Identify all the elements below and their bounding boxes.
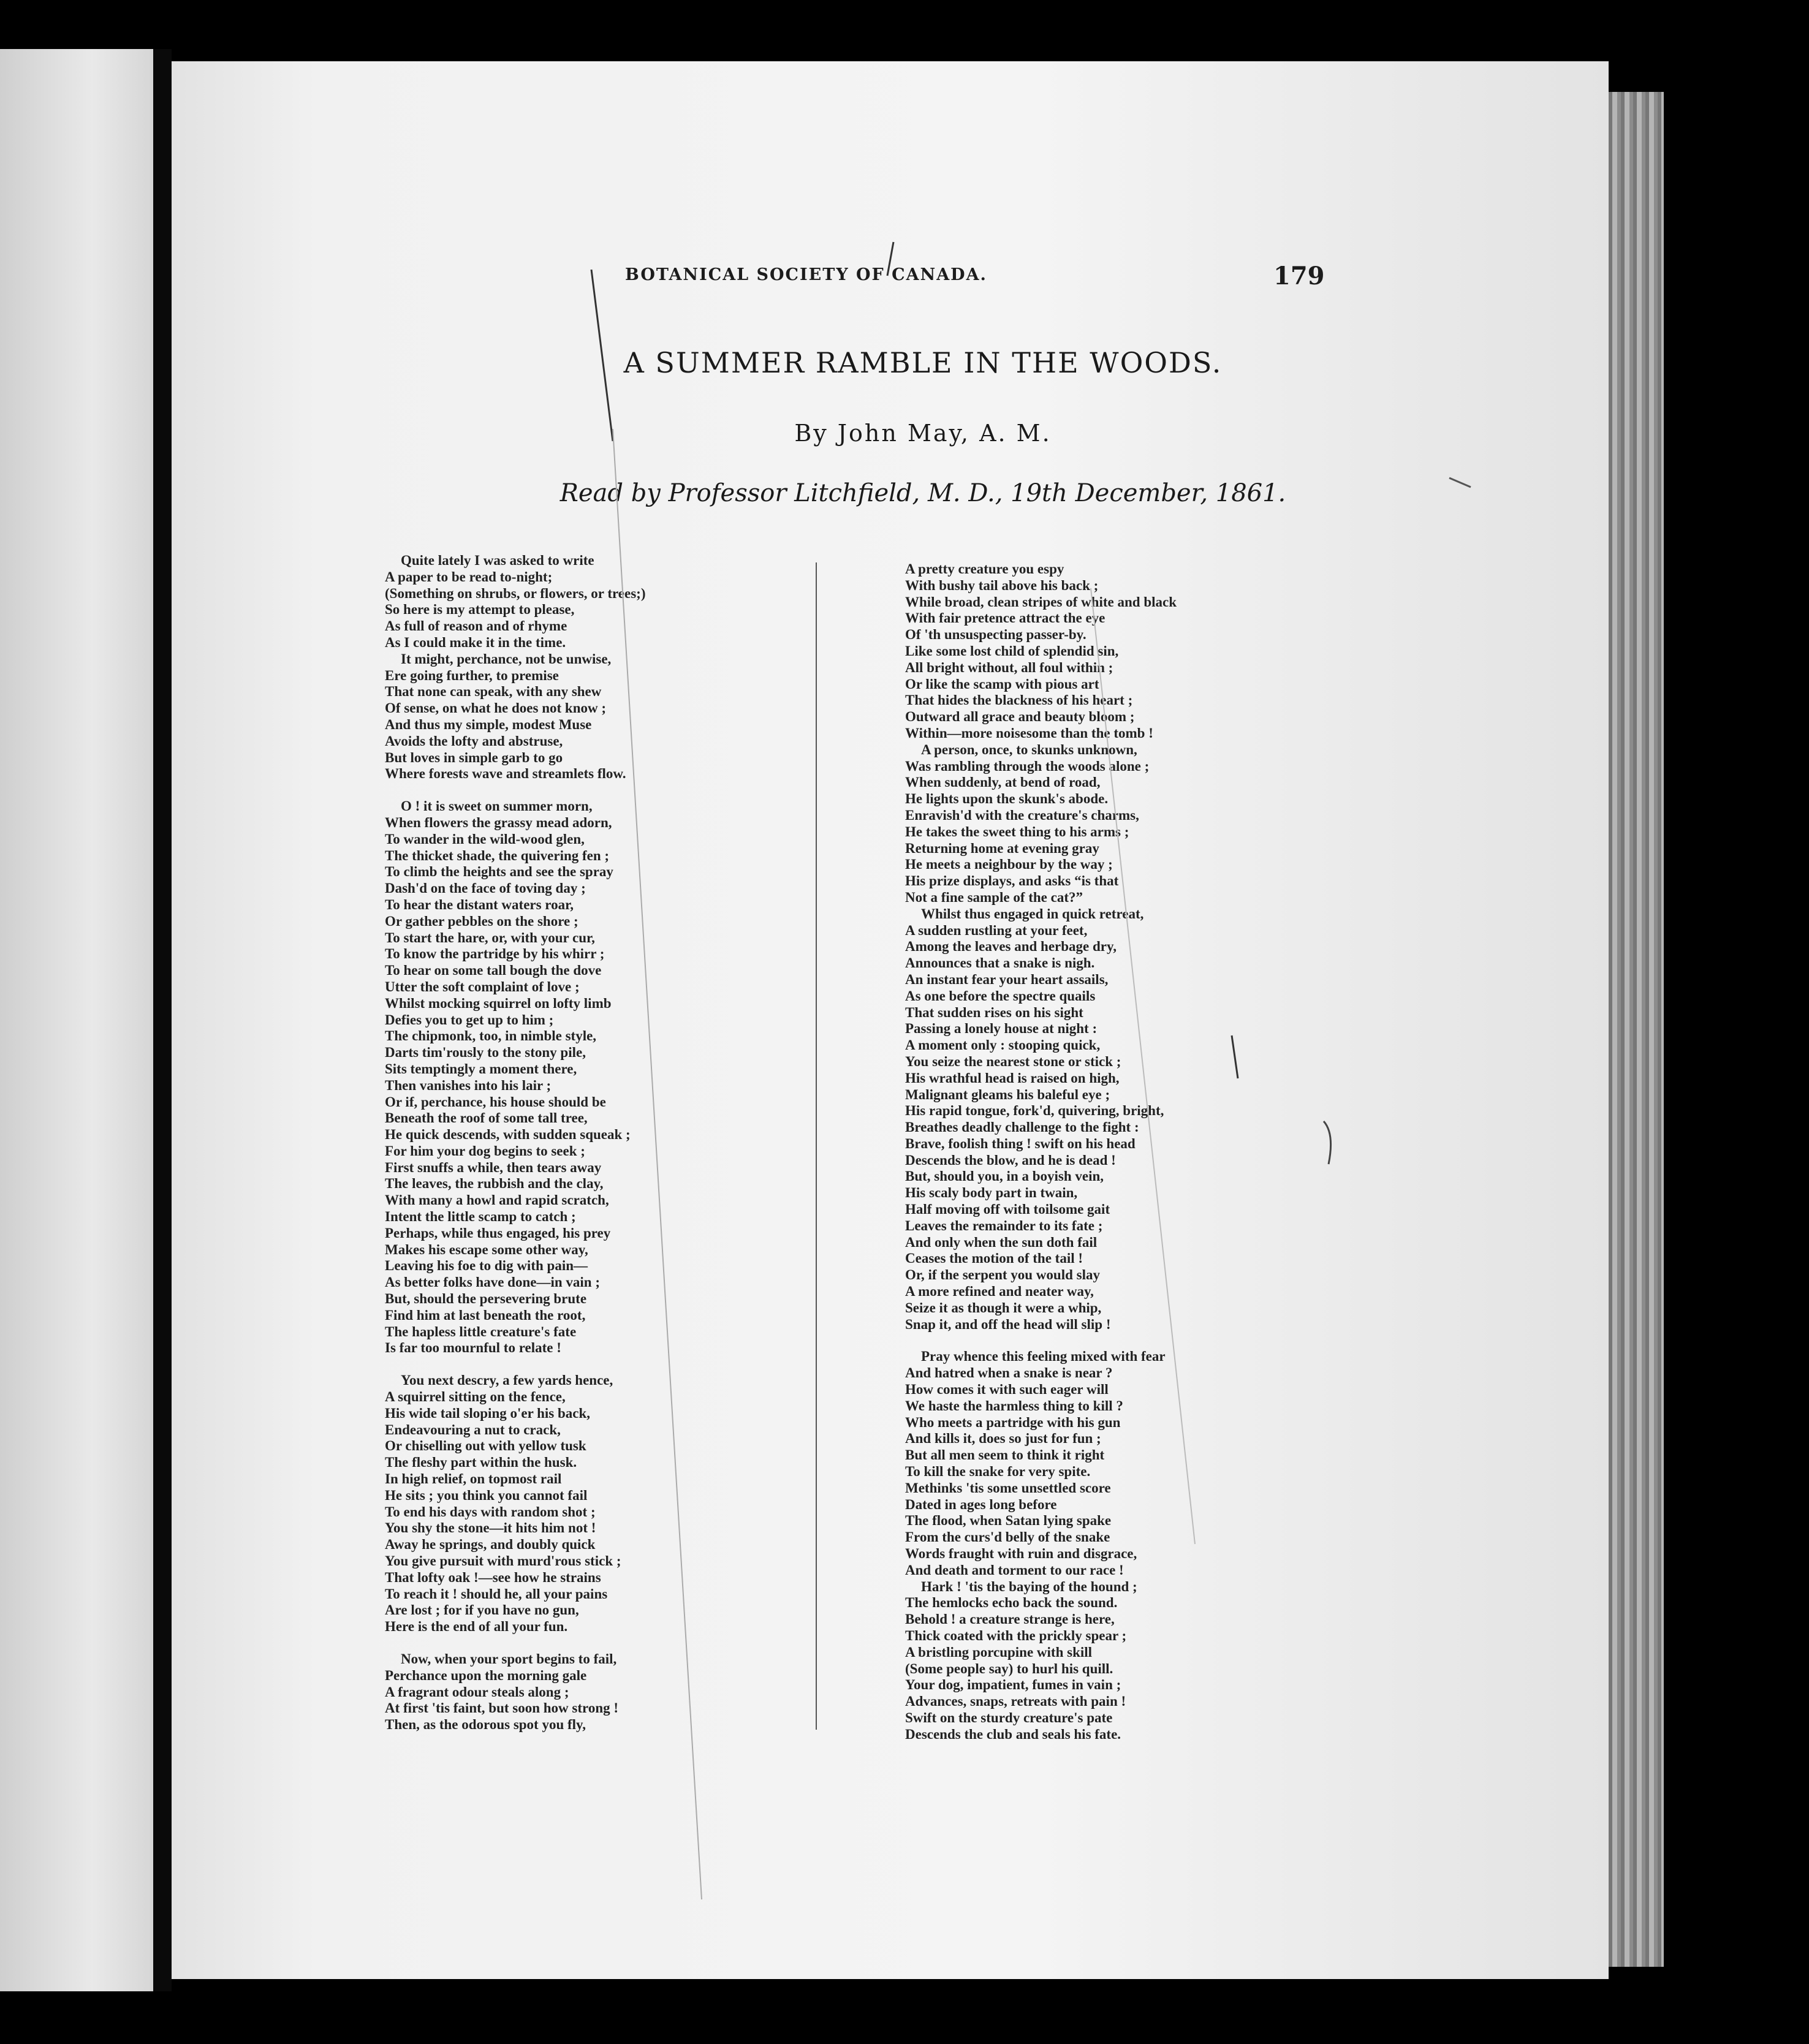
poem-line: Whilst mocking squirrel on lofty limb [385, 995, 612, 1011]
poem-line: Words fraught with ruin and disgrace, [905, 1546, 1137, 1562]
stanza [385, 798, 765, 1357]
poem-line: To know the partridge by his whirr ; [385, 946, 605, 962]
poem-line: That sudden rises on his sight [905, 1004, 1083, 1020]
poem-line: At first 'tis faint, but soon how strong ! [385, 1700, 619, 1716]
poem-line: Ere going further, to premise [385, 667, 559, 683]
poem-line: (Some people say) to hurl his quill. [905, 1660, 1113, 1676]
poem-line: But all men seem to think it right [905, 1447, 1105, 1463]
poem-line: Like some lost child of splendid sin, [905, 643, 1119, 659]
poem-line: Now, when your sport begins to fail, [401, 1651, 617, 1667]
column-divider [816, 562, 817, 1730]
poem-line: Of sense, on what he does not know ; [385, 700, 607, 716]
stanza [385, 1372, 765, 1635]
poem-line: You seize the nearest stone or stick ; [905, 1053, 1121, 1069]
poem-line: Avoids the lofty and abstruse, [385, 733, 563, 749]
poem-line: Utter the soft complaint of love ; [385, 978, 580, 994]
poem-line: Hark ! 'tis the baying of the hound ; [921, 1578, 1137, 1594]
poem-line: Intent the little scamp to catch ; [385, 1209, 576, 1225]
poem-line: To climb the heights and see the spray [385, 864, 613, 880]
poem-line: Dash'd on the face of toving day ; [385, 880, 586, 896]
poem-line: Descends the blow, and he is dead ! [905, 1152, 1116, 1168]
poem-line: From the curs'd belly of the snake [905, 1529, 1110, 1545]
poem-line: O ! it is sweet on summer morn, [401, 798, 593, 814]
poem-line: You next descry, a few yards hence, [401, 1372, 613, 1388]
poem-left-column [385, 553, 765, 1749]
poem-line: Where forests wave and streamlets flow. [385, 766, 626, 782]
poem-line: Then, as the odorous spot you fly, [385, 1717, 586, 1733]
poem-line: To reach it ! should he, all your pains [385, 1586, 608, 1602]
poem-line: How comes it with such eager will [905, 1382, 1109, 1398]
poem-line: That none can speak, with any shew [385, 684, 602, 700]
poem-line: Half moving off with toilsome gait [905, 1202, 1110, 1217]
poem-line: His scaly body part in twain, [905, 1185, 1078, 1201]
poem-line: We haste the harmless thing to kill ? [905, 1398, 1123, 1414]
poem-line: You shy the stone—it hits him not ! [385, 1520, 596, 1536]
poem-line: For him your dog begins to seek ; [385, 1143, 585, 1159]
poem-line: He takes the sweet thing to his arms ; [905, 823, 1129, 839]
poem-line: Behold ! a creature strange is here, [905, 1611, 1115, 1627]
stanza [905, 561, 1303, 1333]
book-gutter [153, 49, 172, 1991]
poem-line: When suddenly, at bend of road, [905, 774, 1101, 790]
poem-line: (Something on shrubs, or flowers, or trees;) [385, 585, 646, 601]
poem-line: Perchance upon the morning gale [385, 1667, 587, 1683]
poem-line: Thick coated with the prickly spear ; [905, 1628, 1127, 1643]
poem-line: Here is the end of all your fun. [385, 1619, 568, 1635]
poem-line: Ceases the motion of the tail ! [905, 1251, 1083, 1266]
poem-line: Perhaps, while thus engaged, his prey [385, 1225, 611, 1241]
poem-line: To kill the snake for very spite. [905, 1464, 1091, 1480]
poem-line: Is far too mournful to relate ! [385, 1340, 561, 1356]
poem-line: Swift on the sturdy creature's pate [905, 1709, 1113, 1725]
poem-line: An instant fear your heart assails, [905, 971, 1109, 987]
poem-line: As one before the spectre quails [905, 988, 1096, 1004]
poem-line: His wrathful head is raised on high, [905, 1070, 1120, 1086]
poem-line: He meets a neighbour by the way ; [905, 857, 1113, 872]
poem-line: While broad, clean stripes of white and black [905, 594, 1177, 610]
poem-line: Then vanishes into his lair ; [385, 1077, 552, 1093]
running-head [0, 262, 1809, 302]
poem-line: Enravish'd with the creature's charms, [905, 807, 1139, 823]
poem-line: To hear the distant waters roar, [385, 896, 574, 912]
poem-line: Malignant gleams his baleful eye ; [905, 1086, 1110, 1102]
poem-line: As I could make it in the time. [385, 634, 566, 650]
poem-line: Breathes deadly challenge to the fight : [905, 1119, 1139, 1135]
poem-line: A squirrel sitting on the fence, [385, 1389, 566, 1405]
poem-line: Darts tim'rously to the stony pile, [385, 1045, 586, 1061]
poem-line: Methinks 'tis some unsettled score [905, 1480, 1111, 1496]
poem-line: As better folks have done—in vain ; [385, 1274, 600, 1290]
poem-line: Dated in ages long before [905, 1496, 1057, 1512]
poem-line: And thus my simple, modest Muse [385, 716, 592, 732]
poem-line: Or like the scamp with pious art [905, 676, 1099, 692]
poem-line: Defies you to get up to him ; [385, 1012, 554, 1028]
poem-line: Whilst thus engaged in quick retreat, [921, 906, 1144, 922]
poem-line: All bright without, all foul within ; [905, 659, 1113, 675]
poem-line: The flood, when Satan lying spake [905, 1513, 1112, 1529]
poem-line: Descends the club and seals his fate. [905, 1726, 1121, 1742]
poem-line: So here is my attempt to please, [385, 602, 575, 618]
poem-line: Or, if the serpent you would slay [905, 1267, 1100, 1283]
poem-line: Find him at last beneath the root, [385, 1307, 586, 1323]
poem-line: Of 'th unsuspecting passer-by. [905, 627, 1087, 643]
read-line: Read by Professor Litchfield, M. D., 19th December, 1861. [559, 479, 1286, 507]
poem-line: When flowers the grassy mead adorn, [385, 814, 612, 830]
poem-line: The hemlocks echo back the sound. [905, 1595, 1118, 1611]
poem-line: A fragrant odour steals along ; [385, 1684, 569, 1700]
poem-line: In high relief, on topmost rail [385, 1471, 562, 1487]
poem-line: He lights upon the skunk's abode. [905, 791, 1109, 807]
poem-line: Sits temptingly a moment there, [385, 1061, 577, 1077]
poem-line: Away he springs, and doubly quick [385, 1537, 596, 1553]
poem-line: Leaving his foe to dig with pain— [385, 1258, 588, 1274]
poem-line: A person, once, to skunks unknown, [921, 741, 1137, 757]
poem-line: First snuffs a while, then tears away [385, 1159, 602, 1175]
poem-line: The leaves, the rubbish and the clay, [385, 1176, 604, 1192]
poem-line: To start the hare, or, with your cur, [385, 929, 595, 945]
poem-line: That lofty oak !—see how he strains [385, 1569, 601, 1585]
poem-line: That hides the blackness of his heart ; [905, 692, 1133, 708]
poem-line: To hear on some tall bough the dove [385, 963, 602, 978]
poem-line: The thicket shade, the quivering fen ; [385, 847, 610, 863]
poem-line: Beneath the roof of some tall tree, [385, 1110, 588, 1126]
poem-line: Returning home at evening gray [905, 840, 1099, 856]
poem-line: Announces that a snake is nigh. [905, 955, 1095, 971]
stanza [385, 553, 765, 782]
poem-line: But, should the persevering brute [385, 1291, 587, 1307]
poem-line: Are lost ; for if you have no gun, [385, 1602, 579, 1618]
poem-line: With many a howl and rapid scratch, [385, 1192, 609, 1208]
poem-line: Not a fine sample of the cat?” [905, 889, 1083, 905]
poem-line: A paper to be read to-night; [385, 569, 553, 585]
page-number: 179 [1273, 262, 1325, 290]
poem-line: And hatred when a snake is near ? [905, 1365, 1113, 1381]
poem-line: The fleshy part within the husk. [385, 1455, 577, 1471]
poem-line: His rapid tongue, fork'd, quivering, bright, [905, 1103, 1164, 1119]
poem-line: Seize it as though it were a whip, [905, 1300, 1102, 1315]
facing-page-edge [0, 49, 153, 1991]
poem-line: As full of reason and of rhyme [385, 618, 567, 634]
poem-line: He quick descends, with sudden squeak ; [385, 1127, 631, 1143]
poem-line: A sudden rustling at your feet, [905, 922, 1088, 938]
poem-line: You give pursuit with murd'rous stick ; [385, 1553, 621, 1569]
poem-line: And only when the sun doth fail [905, 1234, 1098, 1250]
poem-line: A bristling porcupine with skill [905, 1644, 1093, 1660]
poem-line: It might, perchance, not be unwise, [401, 651, 612, 667]
poem-line: To wander in the wild-wood glen, [385, 831, 585, 847]
poem-line: But loves in simple garb to go [385, 749, 563, 765]
poem-line: Brave, foolish thing ! swift on his head [905, 1135, 1136, 1151]
poem-line: With fair pretence attract the eye [905, 610, 1106, 626]
poem-right-column [905, 561, 1303, 1759]
poem-line: Endeavouring a nut to crack, [385, 1421, 561, 1437]
poem-line: Or chiselling out with yellow tusk [385, 1438, 586, 1454]
article-byline: By John May, A. M. [794, 420, 1052, 447]
poem-line: Your dog, impatient, fumes in vain ; [905, 1677, 1121, 1693]
poem-line: A pretty creature you espy [905, 561, 1064, 577]
poem-line: Outward all grace and beauty bloom ; [905, 709, 1135, 725]
poem-line: Passing a lonely house at night : [905, 1021, 1098, 1037]
poem-line: With bushy tail above his back ; [905, 577, 1099, 593]
poem-line: The hapless little creature's fate [385, 1323, 577, 1339]
poem-line: He sits ; you think you cannot fail [385, 1487, 588, 1503]
poem-line: And kills it, does so just for fun ; [905, 1431, 1101, 1447]
poem-line: Pray whence this feeling mixed with fear [921, 1349, 1166, 1365]
stanza [905, 1349, 1303, 1743]
poem-line: Or gather pebbles on the shore ; [385, 913, 578, 929]
poem-line: Who meets a partridge with his gun [905, 1414, 1121, 1430]
poem-line: Leaves the remainder to its fate ; [905, 1217, 1103, 1233]
poem-line: But, should you, in a boyish vein, [905, 1168, 1104, 1184]
poem-line: A moment only : stooping quick, [905, 1037, 1101, 1053]
stanza [385, 1651, 765, 1733]
poem-line: And death and torment to our race ! [905, 1562, 1124, 1578]
poem-line: Among the leaves and herbage dry, [905, 939, 1117, 955]
poem-line: His prize displays, and asks “is that [905, 873, 1119, 889]
poem-line: Snap it, and off the head will slip ! [905, 1316, 1111, 1332]
poem-line: His wide tail sloping o'er his back, [385, 1405, 591, 1421]
poem-line: A more refined and neater way, [905, 1284, 1094, 1300]
running-title: BOTANICAL SOCIETY OF CANADA. [625, 265, 987, 284]
poem-line: Was rambling through the woods alone ; [905, 758, 1150, 774]
poem-line: Or if, perchance, his house should be [385, 1094, 606, 1110]
poem-line: Advances, snaps, retreats with pain ! [905, 1694, 1126, 1709]
poem-line: The chipmonk, too, in nimble style, [385, 1028, 597, 1044]
article-title: A SUMMER RAMBLE IN THE WOODS. [623, 346, 1223, 379]
poem-line: Within—more noisesome than the tomb ! [905, 725, 1153, 741]
poem-line: To end his days with random shot ; [385, 1504, 596, 1520]
poem-line: Quite lately I was asked to write [401, 553, 594, 568]
poem-line: Makes his escape some other way, [385, 1241, 588, 1257]
